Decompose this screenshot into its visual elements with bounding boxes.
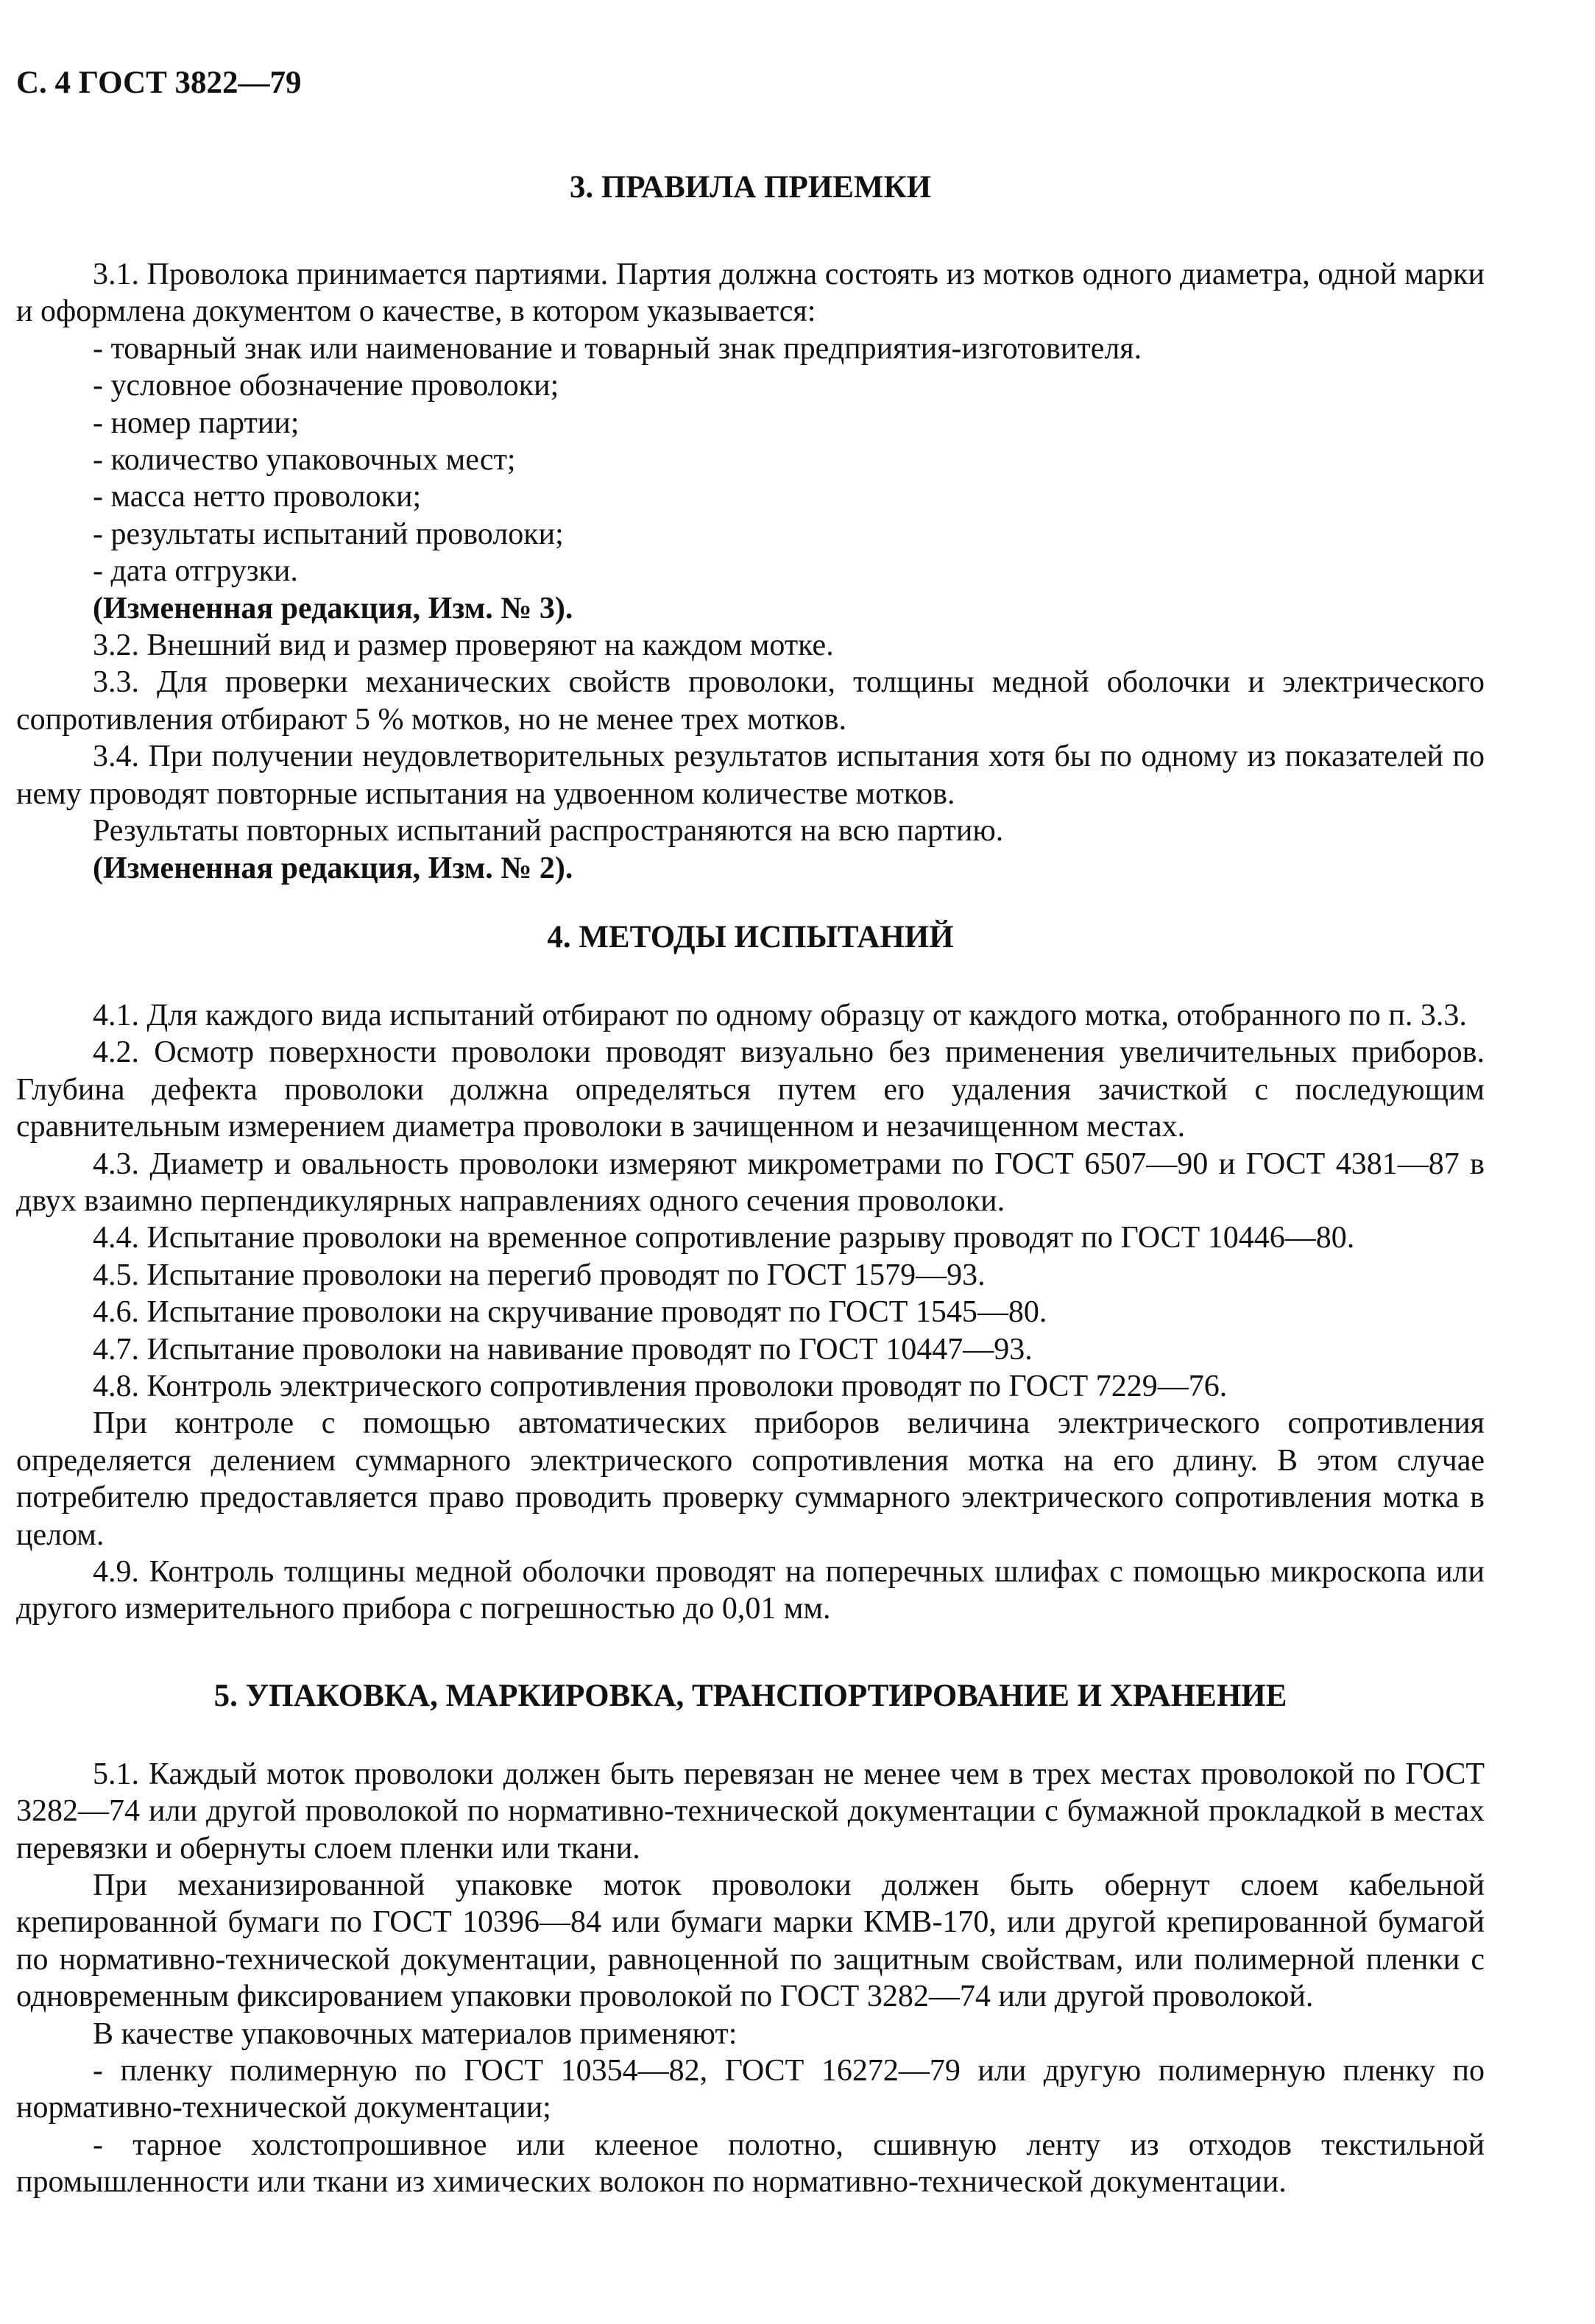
paragraph-4-4: 4.4. Испытание проволоки на временное сопротивление разрыву проводят по ГОСТ 10446—80.	[93, 1221, 1355, 1255]
paragraph-5-1-packaging: При механизированной упаковке моток проволоки должен быть обернут слоем кабельной крепированной бумаги по ГОСТ 10396—84 или бумаги марки КМВ-170, или другой крепированной бумагой по нормативно-технической документации, равноценной по защитным свойствам, или полимерной пленки с одновременным фиксированием упаковки проволокой по ГОСТ 3282—74 или другой проволокой.	[16, 1868, 1485, 2014]
paragraph-4-8-continued: При контроле с помощью автоматических приборов величина электрического сопротивления определяется делением суммарного электрического сопротивления мотка на его длину. В этом случае потребителю предоставляется право проводить проверку суммарного электрического сопротивления мотка в целом.	[16, 1406, 1485, 1552]
paragraph-4-6: 4.6. Испытание проволоки на скручивание проводят по ГОСТ 1545—80.	[93, 1295, 1047, 1330]
paragraph-4-7: 4.7. Испытание проволоки на навивание проводят по ГОСТ 10447—93.	[93, 1332, 1033, 1367]
paragraph-4-5: 4.5. Испытание проволоки на перегиб проводят по ГОСТ 1579—93.	[93, 1258, 986, 1292]
page-header: С. 4 ГОСТ 3822—79	[16, 65, 302, 100]
list-item: - количество упаковочных мест;	[93, 443, 516, 478]
section-4-title: 4. МЕТОДЫ ИСПЫТАНИЙ	[547, 919, 954, 954]
section-5-title: 5. УПАКОВКА, МАРКИРОВКА, ТРАНСПОРТИРОВАНИЕ И ХРАНЕНИЕ	[213, 1678, 1287, 1713]
paragraph-4-9: 4.9. Контроль толщины медной оболочки проводят на поперечных шлифах с помощью микроскопа или другого измерительного прибора с погрешностью до 0,01 мм.	[16, 1555, 1485, 1626]
paragraph-4-2: 4.2. Осмотр поверхности проволоки проводят визуально без применения увеличительных приборов. Глубина дефекта проволоки должна определяться путем его удаления зачисткой с последующим сравнительным измерением диаметра проволоки в зачищенном и незачищенном местах.	[16, 1035, 1485, 1144]
paragraph-3-4-continued: Результаты повторных испытаний распространяются на всю партию.	[93, 814, 1004, 849]
paragraph-3-4: 3.4. При получении неудовлетворительных результатов испытания хотя бы по одному из показателей по нему проводят повторные испытания на удвоенном количестве мотков.	[16, 740, 1485, 811]
list-item: - результаты испытаний проволоки;	[93, 517, 564, 551]
paragraph-3-1: 3.1. Проволока принимается партиями. Партия должна состоять из мотков одного диаметра, одной марки и оформлена документом о качестве, в котором указывается:	[16, 258, 1485, 329]
list-item: - номер партии;	[93, 405, 300, 440]
list-item: - дата отгрузки.	[93, 554, 298, 589]
paragraph-4-3: 4.3. Диаметр и овальность проволоки измеряют микрометрами по ГОСТ 6507—90 и ГОСТ 4381—87 в двух взаимно перпендикулярных направлениях одного сечения проволоки.	[16, 1147, 1485, 1218]
paragraph-4-8: 4.8. Контроль электрического сопротивления проволоки проводят по ГОСТ 7229—76.	[93, 1369, 1228, 1403]
paragraph-3-2: 3.2. Внешний вид и размер проверяют на каждом мотке.	[93, 628, 834, 663]
paragraph-4-1: 4.1. Для каждого вида испытаний отбирают по одному образцу от каждого мотка, отобранного по п. 3.3.	[93, 998, 1467, 1032]
list-item: - товарный знак или наименование и товарный знак предприятия-изготовителя.	[93, 331, 1142, 366]
list-item: - масса нетто проволоки;	[93, 480, 422, 514]
paragraph-3-3: 3.3. Для проверки механических свойств проволоки, толщины медной оболочки и электрического сопротивления отбирают 5 % мотков, но не менее трех мотков.	[16, 665, 1485, 737]
paragraph-5-1-fabric: - тарное холстопрошивное или клееное полотно, сшивную ленту из отходов текстильной промышленности или ткани из химических волокон по нормативно-технической документации.	[16, 2128, 1485, 2200]
section-3-title: 3. ПРАВИЛА ПРИЕМКИ	[569, 170, 932, 205]
paragraph-5-1: 5.1. Каждый моток проволоки должен быть перевязан не менее чем в трех местах проволокой по ГОСТ 3282—74 или другой проволокой по нормативно-технической документации с бумажной прокладкой в местах перевязки и обернуты слоем пленки или ткани.	[16, 1757, 1485, 1866]
list-item: - условное обозначение проволоки;	[93, 369, 559, 403]
paragraph-5-1-film: - пленку полимерную по ГОСТ 10354—82, ГОСТ 16272—79 или другую полимерную пленку по нормативно-технической документации;	[16, 2054, 1485, 2125]
amendment-note: (Измененная редакция, Изм. № 3).	[93, 591, 573, 626]
amendment-note: (Измененная редакция, Изм. № 2).	[93, 851, 573, 885]
paragraph-5-1-materials: В качестве упаковочных материалов применяют:	[93, 2016, 738, 2051]
